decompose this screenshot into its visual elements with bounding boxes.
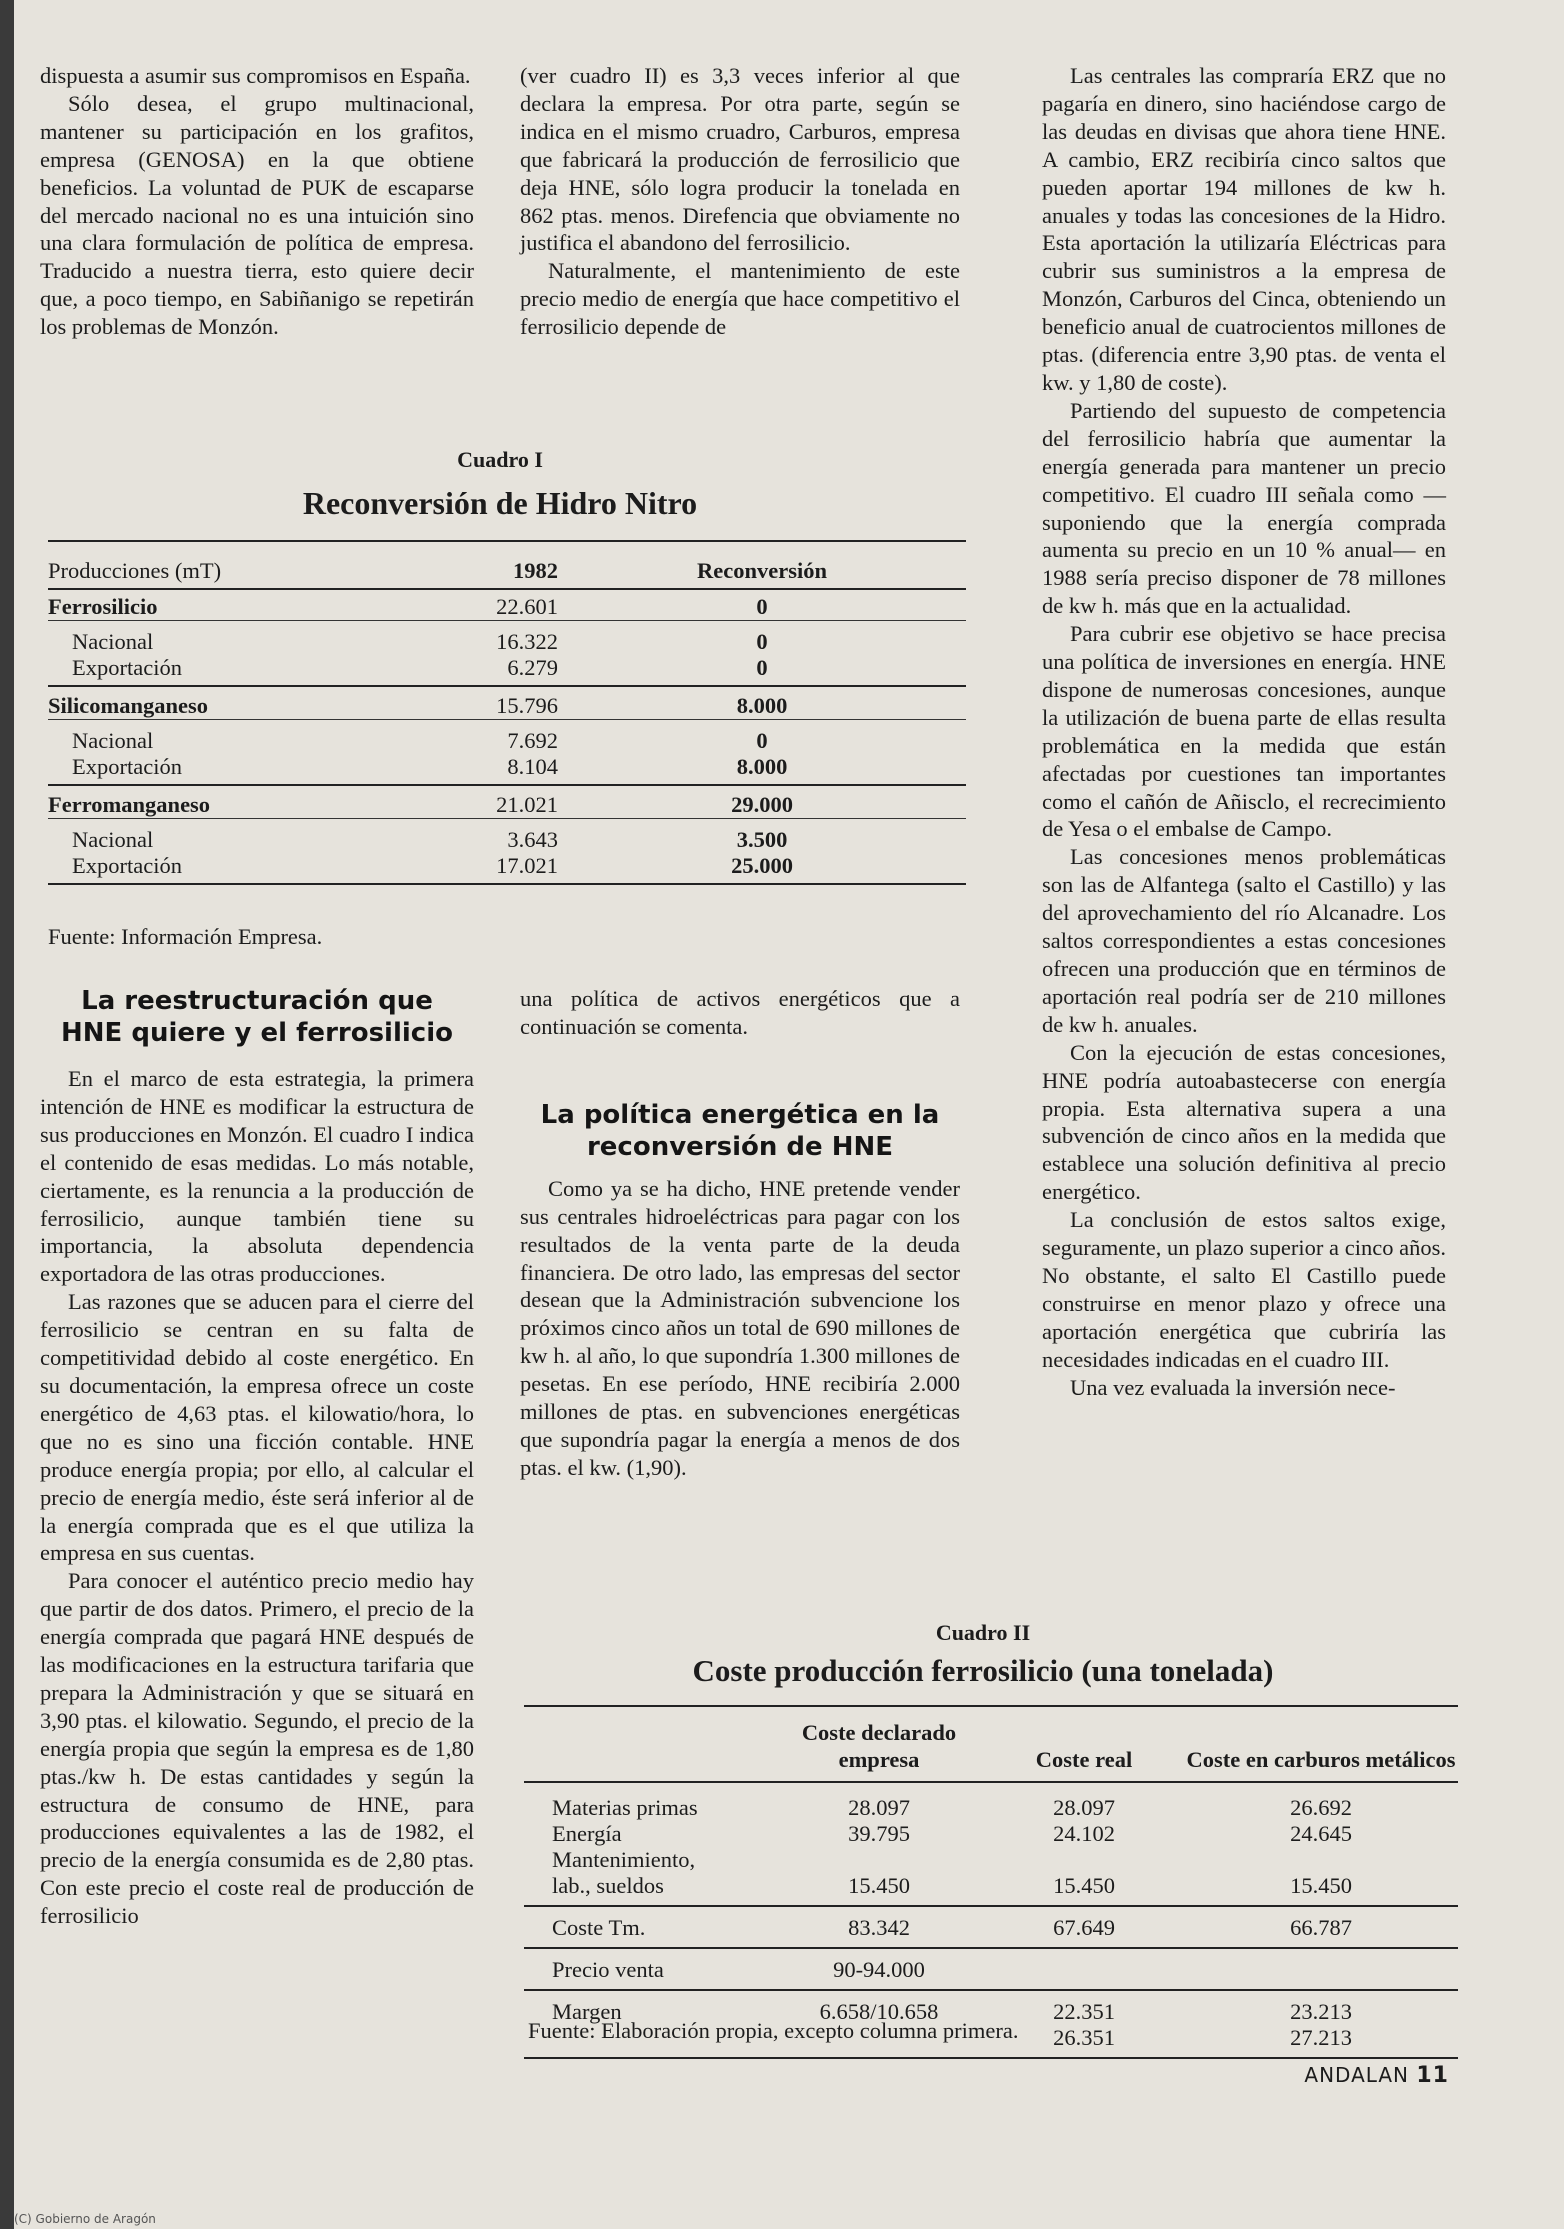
table-row: Exportación 6.279 0 — [48, 655, 966, 686]
table-row-margen: Margen 6.658/10.658 22.351 23.213 — [552, 1999, 1352, 2024]
page-edge — [0, 0, 14, 2229]
paragraph: Para cubrir ese objetivo se hace precisa una política de inversiones en energía. HNE dispone de numerosas concesiones, aunque la utilización de buena parte de ellas resulta problemática en la medida que están afectadas por cuestiones tan importantes como el cañón de Añisclo, el recrecimiento de Yesa o el embalse de Campo. — [1042, 621, 1446, 842]
paragraph: En el marco de esta estrategia, la primera intención de HNE es modificar la estructura de sus producciones en Monzón. El cuadro I indica el contenido de esas medidas. Lo más notable, ciertamente, es la renuncia a la producción de ferrosilicio, aunque también tiene su importancia, la absoluta dependencia exportadora de las otras producciones. — [40, 1066, 474, 1287]
paragraph: Sólo desea, el grupo multinacional, mantener su participación en los grafitos, empresa (GENOSA) en la que obtiene beneficios. La voluntad de PUK de escaparse del mercado nacional no es una intuición sino una clara formulación de política de empresa. Traducido a nuestra tierra, esto quiere decir que, a poco tiempo, en Sabiñanigo se repetirán los problemas de Monzón. — [40, 90, 474, 340]
paragraph: Para conocer el auténtico precio medio hay que partir de dos datos. Primero, el precio de la energía comprada que pagará HNE después de las modificaciones en la estructura tarifaria que prepara la Administración y que se situará en 3,90 ptas. el kilowatio. Segundo, el precio de la energía propia que según la empresa es de 1,80 ptas./kw h. De estas cantidades y según la estructura de consumo de HNE, para producciones equivalentes a las de 1982, el precio de la energía consumida es de 2,80 ptas. Con este precio el coste real de producción de ferrosilicio — [40, 1568, 474, 1929]
page-footer — [1304, 2063, 1449, 2088]
paragraph: Con la ejecución de estas concesiones, HNE podría autoabastecerse con energía propia. Esta alternativa supera a una subvención de cinco años en la medida que establece una solución definitiva al precio energético. — [1042, 1039, 1446, 1205]
magazine-name: ANDALAN — [1304, 2063, 1410, 2087]
table-row-precio-venta: Precio venta 90-94.000 — [524, 1948, 1458, 1990]
paragraph: Las concesiones menos problemáticas son las de Alfantega (salto el Castillo) y las del aprovechamiento del río Alcanadre. Los saltos correspondientes a estas concesiones ofrecen una producción que en términos de aportación real podría ser de 210 millones de kw h. anuales. — [1042, 844, 1446, 1037]
table-row: Ferromanganeso 21.021 29.000 — [48, 785, 966, 819]
paragraph: Partiendo del supuesto de competencia del ferrosilicio habría que aumentar la energía generada para mantener un precio competitivo. El cuadro III señala como —suponiendo que la energía comprada aumenta su precio en un 10 % anual— en 1988 sería preciso disponer de 78 millones de kw h. más que en la actualidad. — [1042, 397, 1446, 619]
paragraph: Una vez evaluada la inversión nece- — [1070, 1374, 1396, 1400]
table-row: Silicomanganeso 15.796 8.000 — [48, 686, 966, 720]
table-row: lab., sueldos 15.450 15.450 15.450 — [524, 1873, 1458, 1906]
copyright-credit: (C) Gobierno de Aragón — [14, 2212, 156, 2226]
paragraph: (ver cuadro II) es 3,3 veces inferior al que declara la empresa. Por otra parte, según se indica en el mismo cruadro, Carburos, empresa que fabricará la producción de ferrosilicio que deja HNE, sólo logra producir la tonelada en 862 ptas. menos. Direfencia que obviamente no justifica el abandono del ferrosilicio. — [520, 63, 960, 256]
section-1 — [40, 985, 474, 1930]
cuadro-1-title: Reconversión de Hidro Nitro — [302, 485, 698, 521]
table-row: Exportación 8.104 8.000 — [48, 754, 966, 785]
table-row: Mantenimiento, — [552, 1847, 696, 1872]
table-row: Ferrosilicio 22.601 0 — [48, 589, 966, 621]
header-producciones: Producciones (mT) — [48, 558, 222, 583]
cuadro-2-table — [524, 1705, 1458, 2059]
header-reconversion: Reconversión — [697, 558, 827, 583]
paragraph: Como ya se ha dicho, HNE pretende vender sus centrales hidroeléctricas para pagar con los resultados de la venta parte de la deuda financiera. De otro lado, las empresas del sector desean que la Administración subvencione los próximos cinco años un total de 690 millones de kw h. al año, lo que supondría 1.300 millones de pesetas. En ese período, HNE recibiría 2.000 millones de ptas. en subvenciones energéticas que supondría pagar la energía a menos de dos ptas. el kw. (1,90). — [520, 1175, 960, 1480]
table-row: Exportación 17.021 25.000 — [48, 853, 966, 884]
table-row: Nacional 3.643 3.500 — [72, 827, 788, 852]
header-coste-declarado: Coste declarado empresa — [801, 1720, 957, 1772]
cuadro-2-source: Fuente: Elaboración propia, excepto columna primera. — [528, 2018, 1019, 2043]
paragraph: dispuesta a asumir sus compromisos en España. — [40, 63, 471, 88]
column-2-top — [520, 62, 960, 341]
table-row: Nacional 16.322 0 — [72, 629, 768, 654]
table-row: Energía 39.795 24.102 24.645 — [552, 1821, 1352, 1846]
table-row-margen-2: 26.351 27.213 — [524, 2025, 1458, 2058]
header-coste-real: Coste real — [1035, 1747, 1133, 1772]
header-coste-carburos: Coste en carburos metálicos — [1186, 1747, 1456, 1772]
column-1-top — [40, 62, 474, 341]
table-row: Nacional 7.692 0 — [72, 728, 768, 753]
paragraph: Las centrales las compraría ERZ que no pagaría en dinero, sino haciéndose cargo de las deudas en divisas que ahora tiene HNE. A cambio, ERZ recibiría cinco saltos que pueden aportar 194 millones de kw h. anuales y todas las concesiones de la Hidro. Esta aportación la utilizaría Eléctricas para cubrir sus suministros a la empresa de Monzón, Carburos del Cinca, obteniendo un beneficio anual de cuatrocientos millones de ptas. (diferencia entre 3,90 ptas. de venta el kw. y 1,80 de coste). — [1042, 63, 1446, 395]
section-2-title: La política energética en la reconversión de HNE — [540, 1099, 940, 1162]
cuadro-2-kicker: Cuadro II — [935, 1620, 1031, 1645]
cuadro-1-kicker: Cuadro I — [457, 447, 543, 472]
paragraph: La conclusión de estos saltos exige, seguramente, un plazo superior a cinco años. No obstante, el salto El Castillo puede construirse en menor plazo y ofrece una aportación energética que cubriría las necesidades indicadas en el cuadro III. — [1042, 1207, 1446, 1372]
section-1-title: La reestructuración que HNE quiere y el ferrosilicio — [61, 986, 453, 1048]
cuadro-2-title: Coste producción ferrosilicio (una tonelada) — [692, 1653, 1274, 1688]
paragraph: Naturalmente, el mantenimiento de este precio medio de energía que hace competitivo el ferrosilicio depende de — [520, 258, 960, 340]
paragraph: una política de activos energéticos que a continuación se comenta. — [520, 986, 960, 1039]
paragraph: Las razones que se aducen para el cierre del ferrosilicio se centran en su falta de competitividad debido al coste energético. En su documentación, la empresa ofrece un coste energético de 4,63 ptas. el kilowatio/hora, lo que no es sino una ficción contable. HNE produce energía propia; por ello, al calcular el precio de energía medio, éste será inferior al de la energía comprada que es el que utiliza la empresa en sus cuentas. — [40, 1289, 474, 1566]
page-number: 11 — [1416, 2063, 1449, 2088]
table-row-coste-tm: Coste Tm. 83.342 67.649 66.787 — [524, 1906, 1458, 1948]
cuadro-1-table — [48, 540, 966, 885]
table-row: Materias primas 28.097 28.097 26.692 — [552, 1795, 1352, 1820]
column-3 — [1042, 62, 1446, 1402]
header-1982: 1982 — [513, 558, 558, 583]
cuadro-1-source: Fuente: Información Empresa. — [48, 924, 323, 949]
column-2-middle — [520, 985, 960, 1482]
